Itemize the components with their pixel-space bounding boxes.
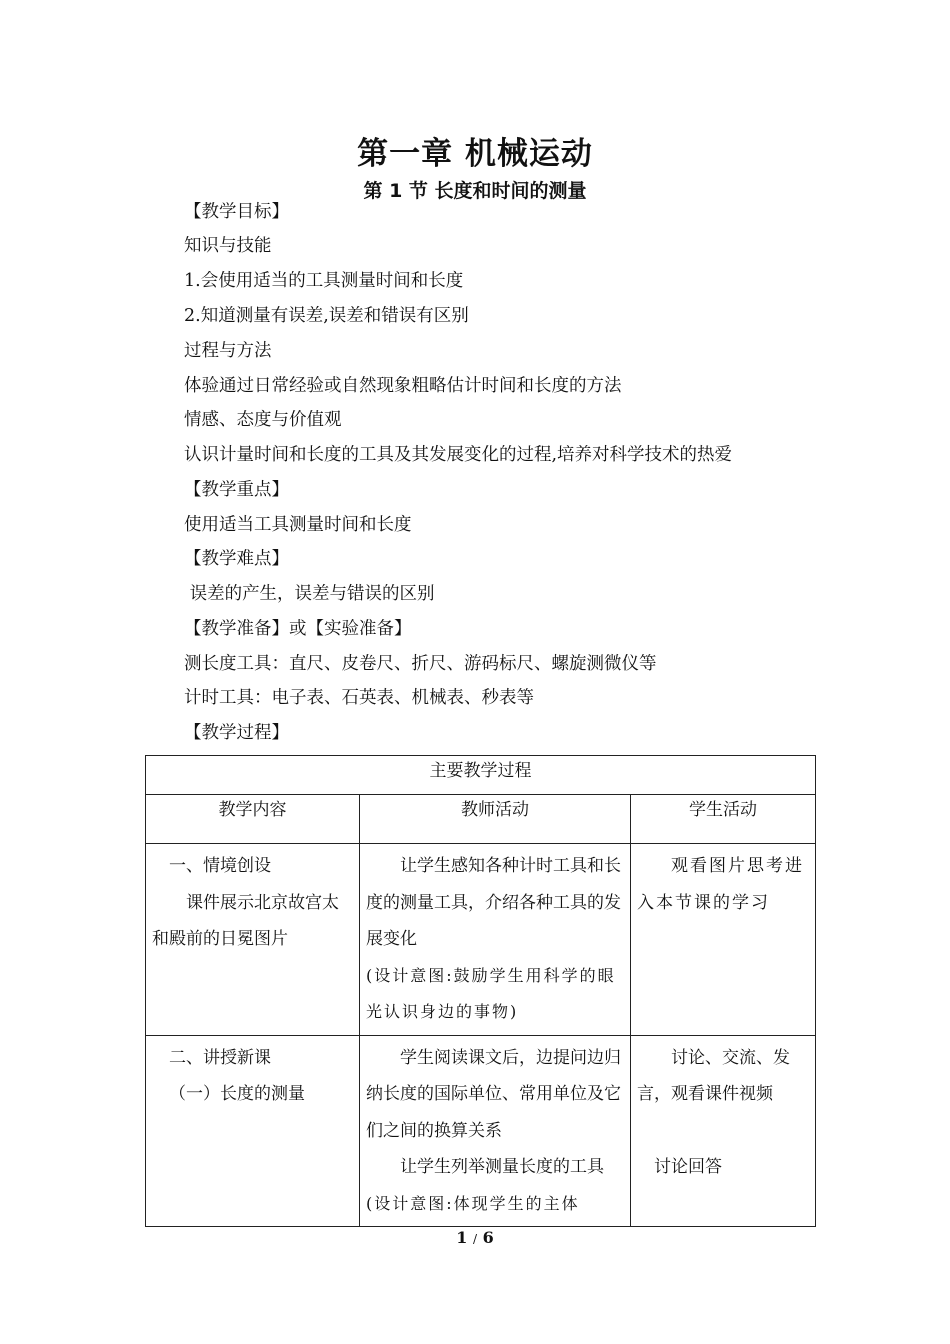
content-cell [146, 844, 360, 1036]
column-header-content: 教学内容 [146, 795, 360, 844]
chapter-title: 第一章 机械运动 [357, 136, 593, 172]
content-text: 一、情境创设 [169, 856, 271, 876]
current-page: 1 [456, 1228, 468, 1247]
student-text: 观看图片思考进入本节课的学习 [637, 856, 804, 913]
content-text: 课件展示北京故宫太和殿前的日冕图片 [152, 892, 339, 949]
teacher-text: (设计意图:鼓励学生用科学的眼光认识身边的事物) [366, 965, 616, 1021]
heading-objectives: 【教学目标】 [184, 202, 289, 222]
student-cell [631, 844, 816, 1036]
text-line: 计时工具：电子表、石英表、机械表、秒表等 [184, 688, 534, 708]
table-row [146, 844, 816, 1036]
heading-key-points: 【教学重点】 [184, 480, 289, 500]
text-line: 过程与方法 [184, 341, 272, 361]
heading-preparation: 【教学准备】或【实验准备】 [184, 619, 412, 639]
text-line: 体验通过日常经验或自然现象粗略估计时间和长度的方法 [184, 376, 622, 396]
text-line: 认识计量时间和长度的工具及其发展变化的过程,培养对科学技术的热爱 [184, 445, 733, 465]
teacher-text: 学生阅读课文后，边提问边归纳长度的国际单位、常用单位及它们之间的换算关系 [366, 1047, 621, 1141]
text-line: 2.知道测量有误差,误差和错误有区别 [184, 306, 469, 326]
heading-difficulties: 【教学难点】 [184, 549, 289, 569]
text-line: 知识与技能 [184, 236, 272, 256]
text-line: 测长度工具：直尺、皮卷尺、折尺、游码标尺、螺旋测微仪等 [184, 654, 657, 674]
student-cell [631, 1035, 816, 1227]
heading-process: 【教学过程】 [184, 723, 289, 743]
teacher-cell [360, 1035, 631, 1227]
total-pages: 6 [482, 1228, 494, 1247]
teacher-text: 让学生感知各种计时工具和长度的测量工具，介绍各种工具的发展变化 [366, 856, 621, 949]
teacher-text: 让学生列举测量长度的工具 [400, 1157, 604, 1177]
teacher-text: (设计意图:体现学生的主体 [366, 1193, 580, 1213]
section-title: 第 1 节 长度和时间的测量 [363, 180, 587, 202]
student-text: 讨论、交流、发言，观看课件视频 [637, 1047, 790, 1104]
text-line: 情感、态度与价值观 [184, 410, 342, 430]
table-row [146, 1035, 816, 1227]
content-cell [146, 1035, 360, 1227]
spacer [637, 1113, 809, 1149]
column-header-teacher: 教师活动 [360, 795, 631, 844]
page-separator: / [472, 1232, 478, 1246]
table-caption: 主要教学过程 [146, 756, 816, 795]
teacher-cell [360, 844, 631, 1036]
text-line: 1.会使用适当的工具测量时间和长度 [184, 271, 464, 291]
text-line: 误差的产生，误差与错误的区别 [184, 584, 435, 604]
teaching-process-table [145, 755, 816, 1227]
column-header-student: 学生活动 [631, 795, 816, 844]
student-text: 讨论回答 [654, 1156, 722, 1177]
text-line: 使用适当工具测量时间和长度 [184, 515, 412, 535]
page-number [0, 1228, 950, 1247]
content-text: 二、讲授新课 [169, 1047, 271, 1068]
content-text: （一）长度的测量 [169, 1084, 305, 1104]
